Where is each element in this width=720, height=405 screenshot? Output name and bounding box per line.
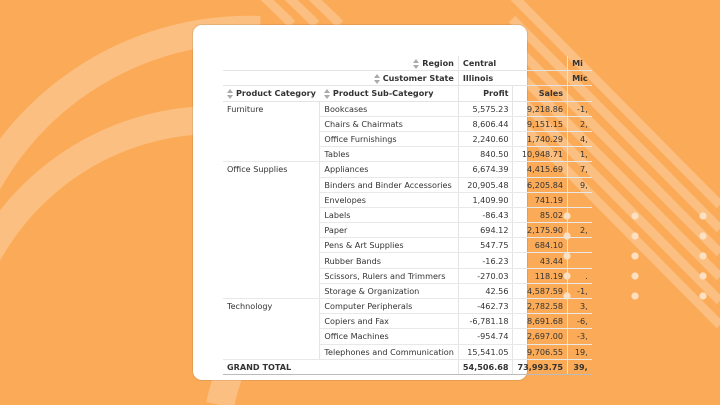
sales-cell: 2,782.58: [513, 299, 568, 314]
region-value-next: Mi: [568, 56, 592, 71]
profit-cell: 20,905.48: [458, 177, 513, 192]
region-header[interactable]: Region: [223, 56, 458, 71]
profit-cell: 8,606.44: [458, 116, 513, 131]
profit-cell: -462.73: [458, 299, 513, 314]
profit-cell: 6,674.39: [458, 162, 513, 177]
next-cell: 2,: [568, 116, 592, 131]
sales-cell: 8,691.68: [513, 314, 568, 329]
sub-category-cell: Labels: [320, 207, 459, 222]
sort-icon[interactable]: [227, 89, 233, 99]
sub-category-cell: Computer Peripherals: [320, 299, 459, 314]
table-row: [223, 162, 592, 177]
next-cell: -1,: [568, 101, 592, 116]
pivot-table: [223, 56, 592, 375]
next-cell: .: [568, 268, 592, 283]
state-value-next: Mic: [568, 71, 592, 86]
sub-category-cell: Bookcases: [320, 101, 459, 116]
sales-cell: 684.10: [513, 238, 568, 253]
sales-cell: 85.02: [513, 207, 568, 222]
profit-cell: 2,240.60: [458, 131, 513, 146]
sales-cell: 2,175.90: [513, 223, 568, 238]
category-cell: Office Supplies: [223, 162, 320, 299]
grand-total-profit: 54,506.68: [458, 359, 513, 374]
table-row: [223, 299, 592, 314]
sub-category-cell: Binders and Binder Accessories: [320, 177, 459, 192]
measure-sales-header: Sales: [513, 86, 568, 101]
sort-icon[interactable]: [413, 59, 419, 69]
next-cell: 3,: [568, 299, 592, 314]
sales-cell: 10,948.71: [513, 147, 568, 162]
next-cell: -6,: [568, 314, 592, 329]
measure-next-header: [568, 86, 592, 101]
next-cell: [568, 192, 592, 207]
sales-cell: 43.44: [513, 253, 568, 268]
grand-total-row: [223, 359, 592, 374]
sub-category-cell: Copiers and Fax: [320, 314, 459, 329]
sort-icon[interactable]: [324, 89, 330, 99]
pivot-table-card: [193, 25, 588, 380]
measure-profit-header: Profit: [458, 86, 513, 101]
sub-category-cell: Scissors, Rulers and Trimmers: [320, 268, 459, 283]
grand-total-label: GRAND TOTAL: [223, 359, 458, 374]
grand-total-next: 39,: [568, 359, 592, 374]
profit-cell: -270.03: [458, 268, 513, 283]
category-cell: Technology: [223, 299, 320, 360]
sales-cell: 741.19: [513, 192, 568, 207]
next-cell: -3,: [568, 329, 592, 344]
sales-cell: 4,415.69: [513, 162, 568, 177]
sub-category-cell: Office Furnishings: [320, 131, 459, 146]
next-cell: 19,: [568, 344, 592, 359]
sub-category-cell: Rubber Bands: [320, 253, 459, 268]
next-cell: 7,: [568, 162, 592, 177]
customer-state-header[interactable]: Customer State: [223, 71, 458, 86]
sales-cell: 9,218.86: [513, 101, 568, 116]
profit-cell: 5,575.23: [458, 101, 513, 116]
sales-cell: 9,706.55: [513, 344, 568, 359]
sub-category-cell: Envelopes: [320, 192, 459, 207]
sub-category-cell: Paper: [320, 223, 459, 238]
next-cell: 9,: [568, 177, 592, 192]
sales-cell: 1,740.29: [513, 131, 568, 146]
profit-cell: -86.43: [458, 207, 513, 222]
sub-category-cell: Pens & Art Supplies: [320, 238, 459, 253]
product-sub-category-header[interactable]: Product Sub-Category: [320, 86, 459, 101]
sub-category-cell: Storage & Organization: [320, 283, 459, 298]
profit-cell: 547.75: [458, 238, 513, 253]
next-cell: [568, 238, 592, 253]
profit-cell: -954.74: [458, 329, 513, 344]
sort-icon[interactable]: [374, 74, 380, 84]
profit-cell: -6,781.18: [458, 314, 513, 329]
next-cell: 2,: [568, 223, 592, 238]
sales-cell: 6,205.84: [513, 177, 568, 192]
sales-cell: 118.19: [513, 268, 568, 283]
sales-cell: 2,697.00: [513, 329, 568, 344]
product-category-header[interactable]: Product Category: [223, 86, 320, 101]
sub-category-cell: Telephones and Communication: [320, 344, 459, 359]
next-cell: [568, 207, 592, 222]
profit-cell: 15,541.05: [458, 344, 513, 359]
profit-cell: 840.50: [458, 147, 513, 162]
next-cell: -1,: [568, 283, 592, 298]
profit-cell: 694.12: [458, 223, 513, 238]
sales-cell: 9,151.15: [513, 116, 568, 131]
profit-cell: 1,409.90: [458, 192, 513, 207]
category-cell: Furniture: [223, 101, 320, 162]
next-cell: [568, 253, 592, 268]
profit-cell: 42.56: [458, 283, 513, 298]
sub-category-cell: Tables: [320, 147, 459, 162]
grand-total-sales: 73,993.75: [513, 359, 568, 374]
profit-cell: -16.23: [458, 253, 513, 268]
table-row: [223, 101, 592, 116]
sales-cell: 4,587.59: [513, 283, 568, 298]
sub-category-cell: Appliances: [320, 162, 459, 177]
state-value-illinois: Illinois: [458, 71, 567, 86]
next-cell: 4,: [568, 131, 592, 146]
sub-category-cell: Chairs & Chairmats: [320, 116, 459, 131]
sub-category-cell: Office Machines: [320, 329, 459, 344]
next-cell: 1,: [568, 147, 592, 162]
region-value-central: Central: [458, 56, 567, 71]
